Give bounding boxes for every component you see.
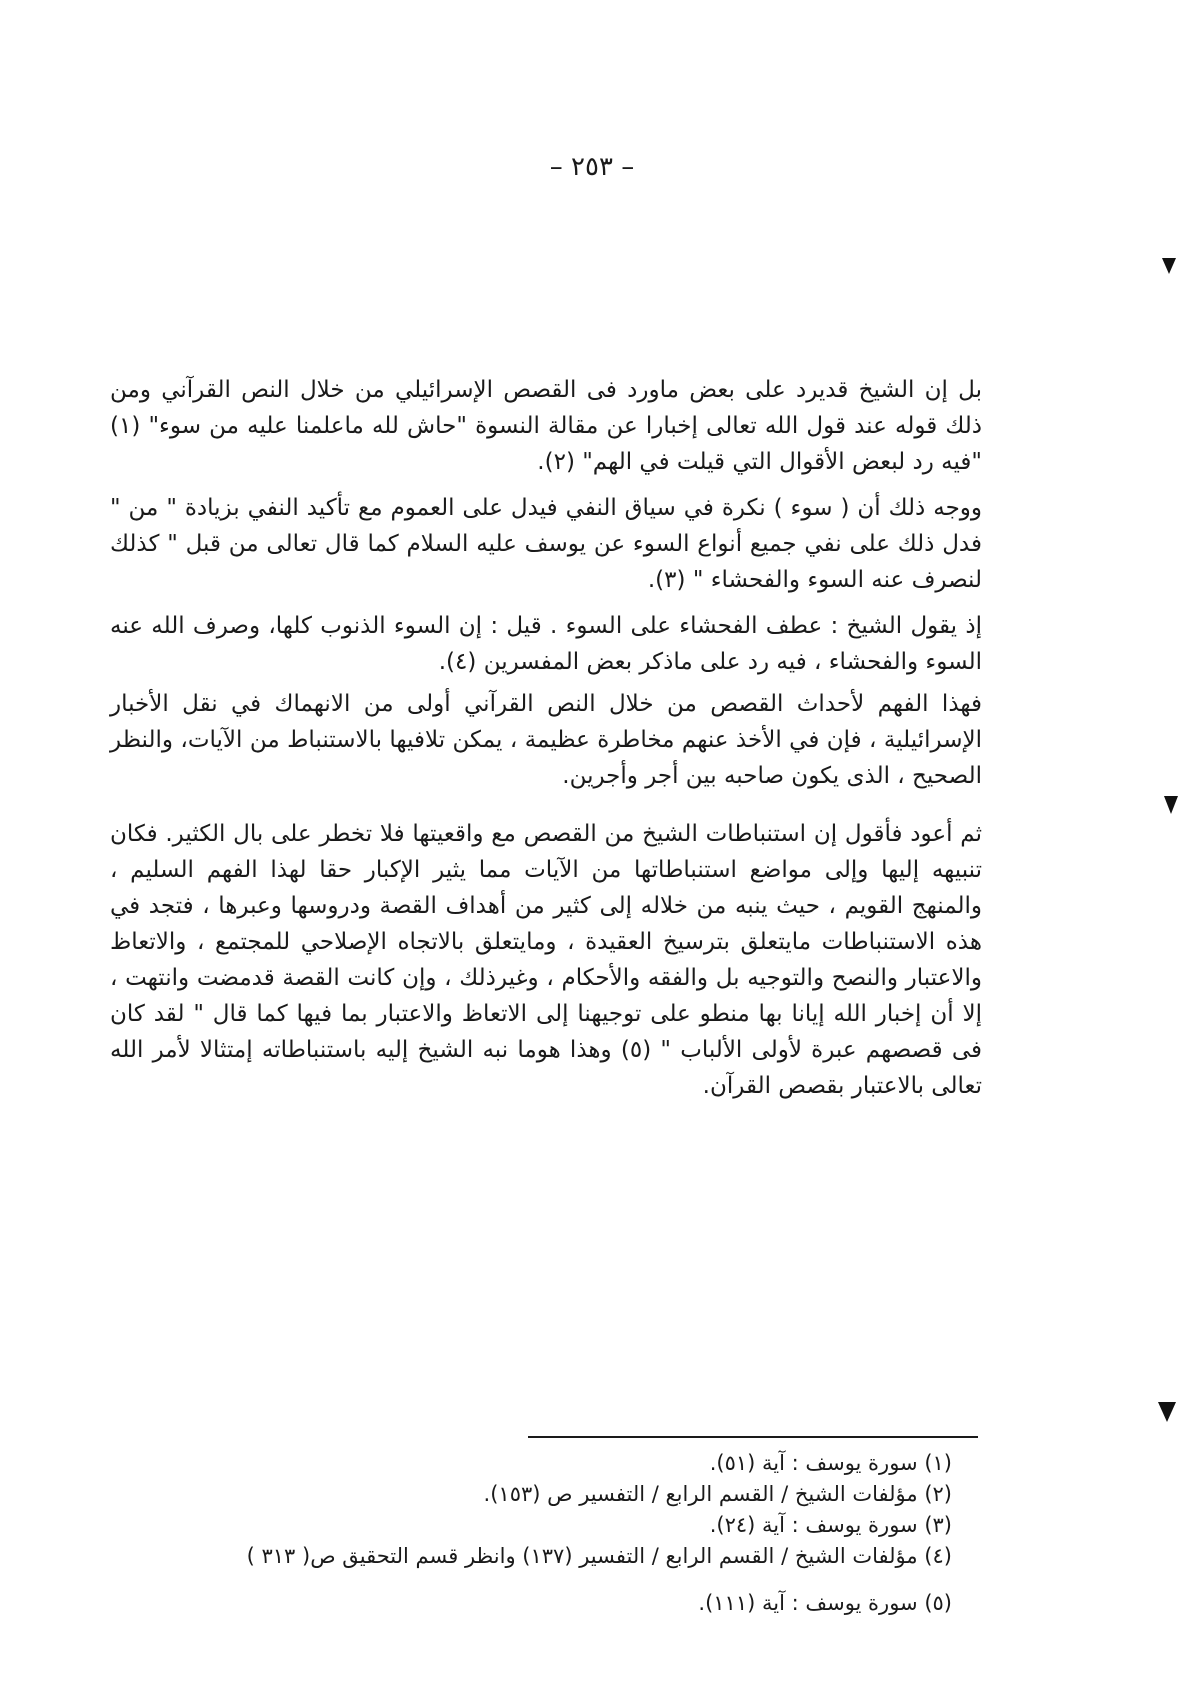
footnotes xyxy=(80,1448,952,1619)
binding-hole-mark xyxy=(1162,258,1176,274)
footnote-separator xyxy=(528,1436,978,1438)
footnote-1: (١) سورة يوسف : آية (٥١). xyxy=(709,1451,952,1475)
footnote-5: (٥) سورة يوسف : آية (١١١). xyxy=(698,1591,952,1615)
footnote-3: (٣) سورة يوسف : آية (٢٤). xyxy=(709,1513,952,1537)
paragraph-3: إذ يقول الشيخ : عطف الفحشاء على السوء . قيل : إن السوء الذنوب كلها، وصرف الله عنه السوء والفحشاء ، فيه رد على ماذكر بعض المفسرين (٤). xyxy=(110,613,982,675)
footnote-4: (٤) مؤلفات الشيخ / القسم الرابع / التفسير (١٣٧) وانظر قسم التحقيق ص( ٣١٣ ) xyxy=(246,1544,952,1568)
footnote-2: (٢) مؤلفات الشيخ / القسم الرابع / التفسير ص (١٥٣). xyxy=(483,1482,952,1506)
paragraph-5: ثم أعود فأقول إن استنباطات الشيخ من القصص مع واقعيتها فلا تخطر على بال الكثير. فكان تنبيهه إليها وإلى مواضع استنباطاتها من الآيات مما يثير الإكبار حقا لهذا الفهم السليم ، والمنهج القويم ، حيث ينبه من خلاله إلى كثير من أهداف القصة ودروسها وعبرها ، فتجد في هذه الاستنباطات مايتعلق بترسيخ العقيدة ، ومايتعلق بالاتجاه الإصلاحي للمجتمع ، والاتعاظ والاعتبار والنصح والتوجيه بل والفقه والأحكام ، وغيرذلك ، وإن كانت القصة قدمضت وانتهت ، إلا أن إخبار الله إيانا بها منطو على توجيهنا إلى الاتعاظ والاعتبار بما فيها كما قال " لقد كان فى قصصهم عبرة لأولى الألباب " (٥) وهذا هوما نبه الشيخ إليه باستنباطاته إمتثالا لأمر الله تعالى بالاعتبار بقصص القرآن. xyxy=(110,821,982,1099)
body-text xyxy=(110,372,982,1114)
binding-hole-mark xyxy=(1158,1402,1176,1422)
paragraph-1: بل إن الشيخ قديرد على بعض ماورد فى القصص الإسرائيلي من خلال النص القرآني ومن ذلك قوله عند قول الله تعالى إخبارا عن مقالة النسوة "حاش لله ماعلمنا عليه من سوء" (١) "فيه رد لبعض الأقوال التي قيلت في الهم" (٢). xyxy=(110,377,982,475)
paragraph-4: فهذا الفهم لأحداث القصص من خلال النص القرآني أولى من الانهماك في نقل الأخبار الإسرائيلية ، فإن في الأخذ عنهم مخاطرة عظيمة ، يمكن تلافيها بالاستنباط من الآيات، والنظر الصحيح ، الذى يكون صاحبه بين أجر وأجرين. xyxy=(110,691,982,789)
binding-hole-mark xyxy=(1164,796,1178,814)
page-number: – ٢٥٣ – xyxy=(549,152,635,182)
paragraph-2: ووجه ذلك أن ( سوء ) نكرة في سياق النفي فيدل على العموم مع تأكيد النفي بزيادة " من " فدل ذلك على نفي جميع أنواع السوء عن يوسف عليه السلام كما قال تعالى من قبل " كذلك لنصرف عنه السوء والفحشاء " (٣). xyxy=(110,495,982,593)
